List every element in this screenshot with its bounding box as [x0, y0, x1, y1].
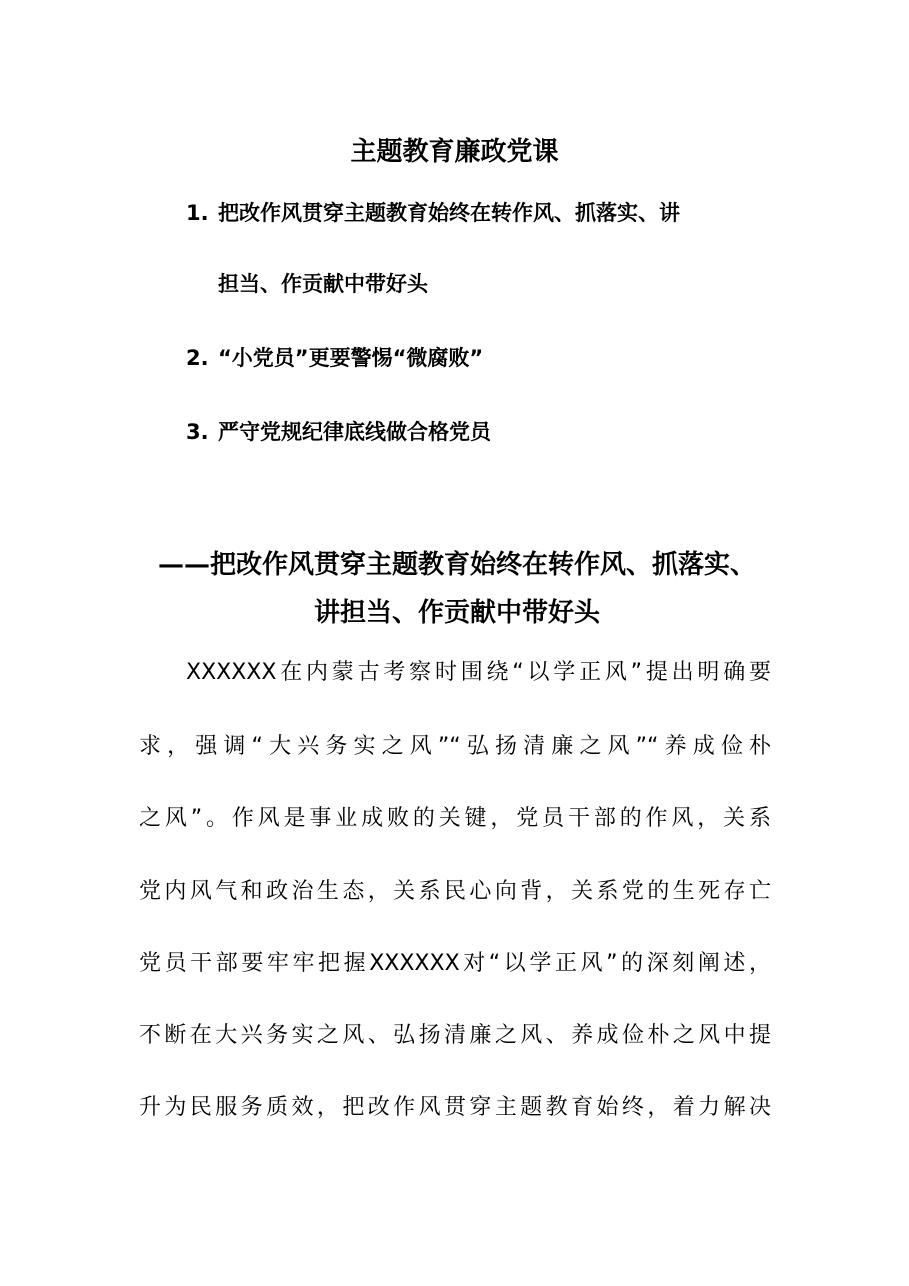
body-line-2: 求，强调“大兴务实之风”“弘扬清廉之风”“养成俭朴 — [139, 734, 771, 759]
toc-item-1-continuation: 担当、作贡献中带好头 — [218, 272, 428, 296]
toc-text: 把改作风贯穿主题教育始终在转作风、抓落实、讲 — [218, 201, 680, 225]
toc-item-2 — [186, 340, 786, 376]
toc-text: 严守党规纪律底线做合格党员 — [218, 420, 491, 444]
toc-item-3 — [186, 414, 786, 450]
body-line-5: 党员干部要牢牢把握XXXXXX对“以学正风”的深刻阐述， — [139, 951, 771, 976]
toc-number: 2. — [186, 346, 209, 370]
body-line-4: 党内风气和政治生态，关系民心向背，关系党的生死存亡 — [139, 879, 771, 904]
toc-number: 1. — [186, 201, 209, 225]
toc-number: 3. — [186, 420, 209, 444]
toc-item-1 — [186, 195, 786, 231]
body-line-1: XXXXXX在内蒙古考察时围绕“以学正风”提出明确要 — [186, 660, 771, 685]
body-line-3: 之风”。作风是事业成败的关键，党员干部的作风，关系 — [139, 806, 771, 831]
toc-text: “小党员”更要警惕“微腐败” — [218, 346, 484, 370]
body-line-7: 升为民服务质效，把改作风贯穿主题教育始终，着力解决 — [139, 1095, 771, 1120]
document-title: 主题教育廉政党课 — [350, 137, 559, 167]
section-heading-line-2: 讲担当、作贡献中带好头 — [313, 598, 600, 628]
section-heading-line-1: ——把改作风贯穿主题教育始终在转作风、抓落实、 — [157, 550, 756, 580]
section-heading — [139, 541, 775, 637]
body-line-6: 不断在大兴务实之风、弘扬清廉之风、养成俭朴之风中提 — [139, 1023, 771, 1048]
